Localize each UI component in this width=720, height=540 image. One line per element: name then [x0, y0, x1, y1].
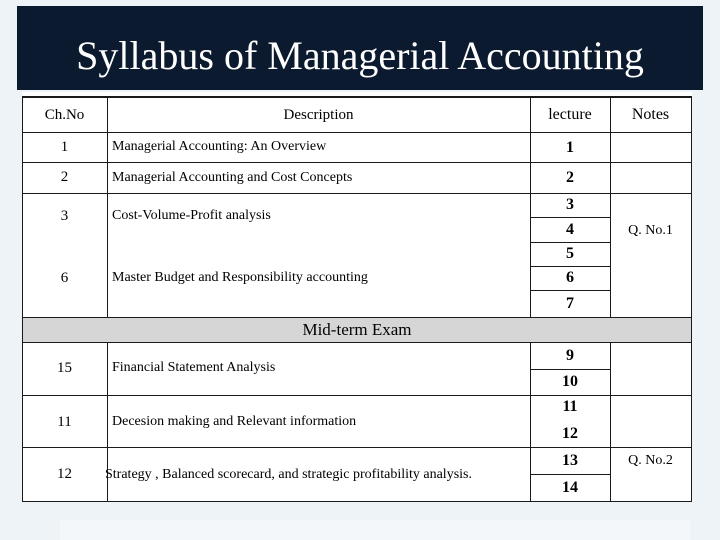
lecture-number: 4	[566, 221, 574, 238]
lecture-number: 13	[562, 452, 578, 469]
lecture-number: 1	[566, 139, 574, 156]
header-ch-no: Ch.No	[44, 106, 85, 123]
chapter-description: Managerial Accounting: An Overview	[112, 139, 327, 154]
table-bottom-border	[22, 501, 692, 502]
chapter-description: Strategy , Balanced scorecard, and strategic profitability analysis.	[105, 466, 472, 482]
lecture-number: 7	[566, 294, 574, 312]
chapter-description: Cost-Volume-Profit analysis	[112, 208, 271, 223]
notes-quiz: Q. No.2	[628, 453, 673, 468]
chapter-number: 6	[60, 269, 69, 286]
chapter-number: 15	[57, 359, 72, 376]
slide-title: Syllabus of Managerial Accounting	[76, 33, 644, 78]
chapter-number: 2	[60, 169, 69, 185]
footer-strip	[60, 520, 690, 540]
header-description: Description	[283, 106, 354, 123]
header-notes: Notes	[631, 106, 670, 123]
lecture-number: 10	[562, 373, 578, 390]
lecture-number: 5	[566, 245, 574, 262]
lecture-number: 3	[566, 196, 574, 213]
chapter-description: Financial Statement Analysis	[112, 360, 276, 375]
chapter-number: 11	[57, 413, 72, 430]
chapter-description: Master Budget and Responsibility accounting	[112, 270, 368, 285]
lecture-number: 12	[562, 424, 578, 442]
lecture-number: 14	[562, 479, 578, 496]
lecture-number: 9	[566, 347, 574, 364]
notes-quiz: Q. No.1	[628, 223, 673, 238]
row-divider	[22, 317, 692, 318]
chapter-number: 3	[60, 207, 69, 224]
lecture-number: 2	[566, 169, 574, 186]
chapter-number: 1	[60, 138, 69, 155]
chapter-number: 12	[57, 465, 72, 482]
lecture-number: 11	[562, 398, 578, 415]
lecture-number: 6	[566, 269, 574, 286]
chapter-description: Decesion making and Relevant information	[112, 414, 357, 429]
chapter-description: Managerial Accounting and Cost Concepts	[112, 169, 353, 185]
table-right-border	[691, 96, 692, 502]
column-divider	[610, 342, 611, 502]
title-bar	[17, 6, 703, 90]
header-lecture: lecture	[548, 106, 592, 123]
midterm-label: Mid-term Exam	[302, 319, 412, 339]
